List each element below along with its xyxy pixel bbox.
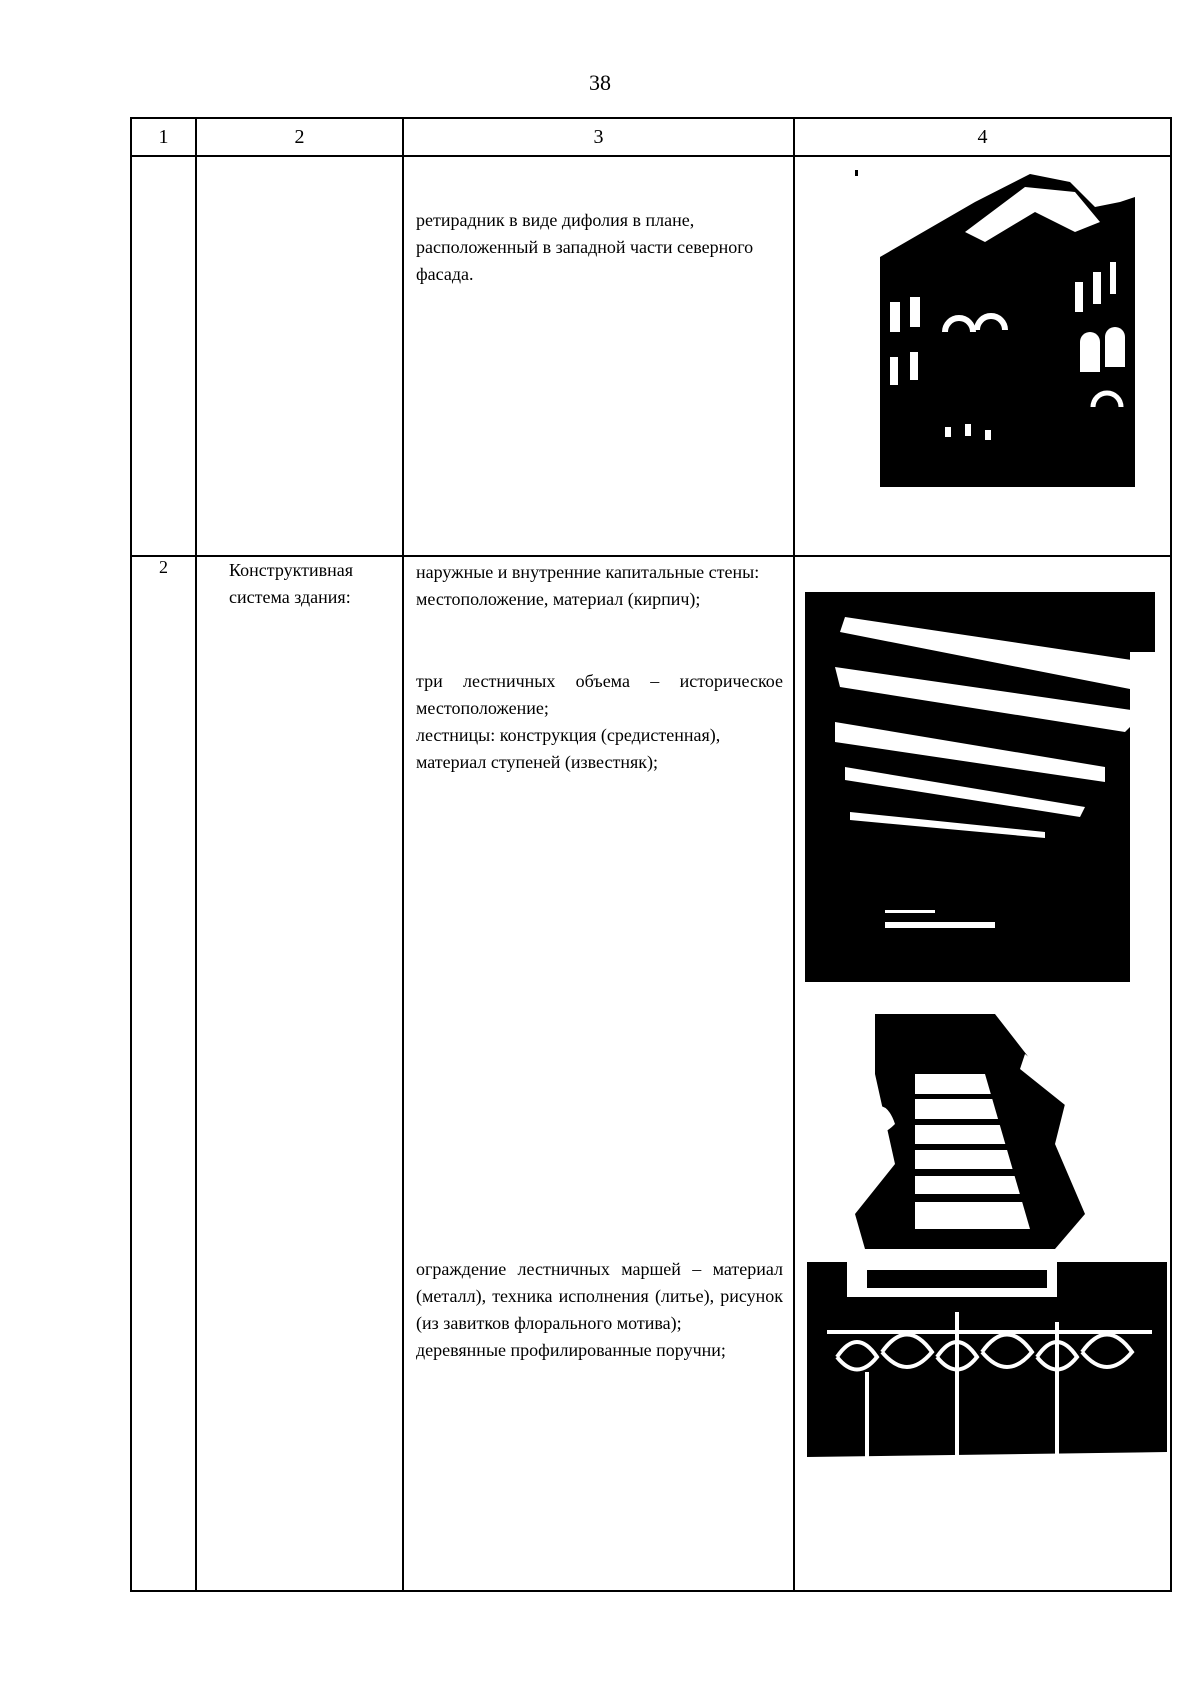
table-header-row — [131, 118, 1171, 156]
row-subject-cell — [196, 556, 403, 1591]
stairs-flight-photo — [855, 1014, 1095, 1249]
row-description — [403, 156, 794, 556]
building-facade-photo — [835, 162, 1140, 492]
row-description — [403, 556, 794, 1591]
row-subject: Конструктивная система здания: — [229, 560, 353, 607]
description-stair-volumes: три лестничных объема – историческое местоположение; — [416, 671, 783, 718]
page-number: 38 — [589, 70, 611, 95]
row-number — [131, 156, 196, 556]
cast-iron-railing-photo — [807, 1262, 1167, 1477]
stairwell-ceiling-photo — [805, 592, 1155, 982]
row-photos — [794, 556, 1171, 1591]
header-col-2: 2 — [196, 118, 403, 156]
description-railing: ограждение лестничных маршей – материал (металл), техника исполнения (литье), рисунок (из завитков флорального мотива); — [416, 1259, 783, 1333]
heritage-table — [130, 117, 1172, 1592]
row-subject — [196, 156, 403, 556]
description-text: ретирадник в виде дифолия в плане, расположенный в западной части северного фасада. — [416, 210, 754, 284]
description-stairs: лестницы: конструкция (средистенная), материал ступеней (известняк); — [416, 725, 721, 772]
table-row — [131, 156, 1171, 556]
description-walls: наружные и внутренние капитальные стены: местоположение, материал (кирпич); — [416, 562, 760, 609]
description-handrails: деревянные профилированные поручни; — [416, 1340, 726, 1360]
row-number: 2 — [131, 556, 196, 1591]
table-row — [131, 556, 1171, 1591]
header-col-3: 3 — [403, 118, 794, 156]
header-col-4: 4 — [794, 118, 1171, 156]
header-col-1: 1 — [131, 118, 196, 156]
row-photos — [794, 156, 1171, 556]
